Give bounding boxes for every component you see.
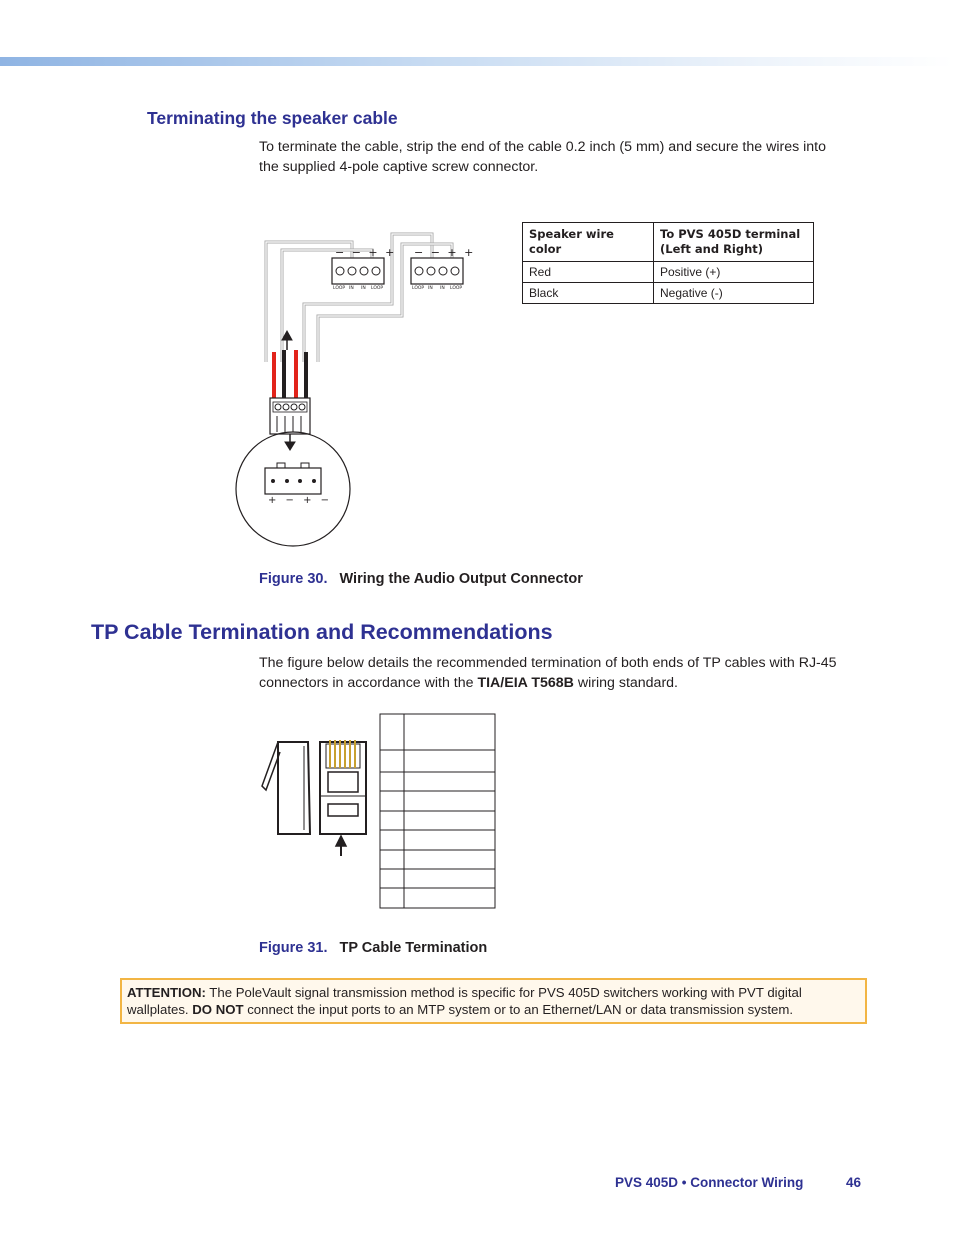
page-number: 46 — [846, 1175, 862, 1190]
figure-31-title: TP Cable Termination — [339, 940, 488, 956]
table-cell: Black — [523, 283, 654, 304]
figure-31-caption — [259, 940, 487, 956]
attention-text-a: The PoleVault signal transmission method is specific for PVS 405D switchers working with PVT digital wallplates. — [127, 985, 802, 1017]
speaker-cable-paragraph: To terminate the cable, strip the end of the cable 0.2 inch (5 mm) and secure the wires into the supplied 4-pole captive screw connector. — [259, 139, 827, 175]
terminal-1-label-in-b: IN — [361, 286, 366, 291]
terminal-2-signs: − − + + — [414, 246, 476, 259]
attention-label: ATTENTION: — [127, 985, 206, 1000]
terminal-1-label-loop-b: LOOP — [371, 286, 384, 291]
table-header-cell: To PVS 405D terminal (Left and Right) — [654, 223, 814, 262]
table-cell: Red — [523, 262, 654, 283]
terminal-2-label-in-b: IN — [440, 286, 445, 291]
table-cell: Positive (+) — [654, 262, 814, 283]
terminal-2-label-in-a: IN — [428, 286, 433, 291]
tp-paragraph-text-end: wiring standard. — [573, 674, 678, 691]
terminal-1-label-in-a: IN — [349, 286, 354, 291]
terminal-2-label-loop-a: LOOP — [412, 286, 425, 291]
receptacle-signs: + − + − — [268, 495, 333, 506]
tp-paragraph-text: The figure below details the recommended termination of both ends of TP cables with RJ-45 connectors in accordance with the — [259, 655, 837, 691]
section-heading-speaker-cable: Terminating the speaker cable — [147, 108, 398, 128]
terminal-2-label-loop-b: LOOP — [450, 286, 463, 291]
terminal-1-label-loop-a: LOOP — [333, 286, 346, 291]
table-cell: Negative (-) — [654, 283, 814, 304]
footer-title: PVS 405D • Connector Wiring — [615, 1175, 804, 1190]
attention-text-b: connect the input ports to an MTP system or to an Ethernet/LAN or data transmission system. — [243, 1002, 794, 1017]
attention-do-not: DO NOT — [192, 1002, 244, 1017]
terminal-1-signs: − − + + — [335, 246, 397, 259]
section-heading-tp-cable: TP Cable Termination and Recommendations — [91, 620, 553, 644]
table-header-cell: Speaker wire color — [523, 223, 654, 262]
tp-standard-name: TIA/EIA T568B — [477, 674, 574, 691]
figure-30-number: Figure 30. — [259, 571, 328, 587]
figure-31-number: Figure 31. — [259, 940, 328, 956]
attention-note — [120, 978, 867, 1024]
figure-30-title: Wiring the Audio Output Connector — [339, 571, 583, 587]
